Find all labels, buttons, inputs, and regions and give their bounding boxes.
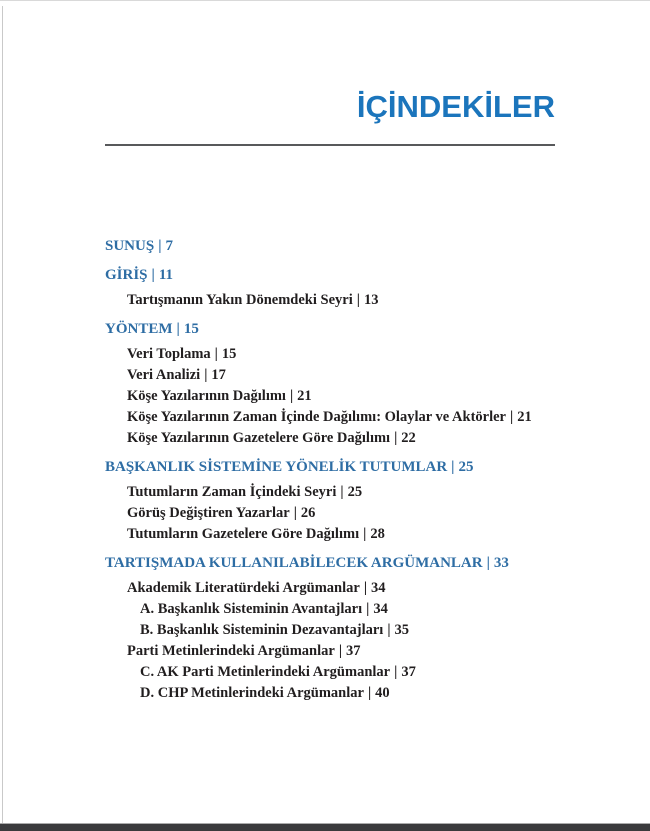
toc-entry[interactable]: [105, 662, 575, 683]
toc-entry-label: Köşe Yazılarının Zaman İçinde Dağılımı: Olaylar ve Aktörler: [127, 409, 506, 425]
toc-separator: |: [151, 267, 155, 283]
toc-entry-label: Parti Metinlerindeki Argümanlar: [127, 643, 335, 659]
toc-separator: |: [289, 388, 294, 404]
toc-entry[interactable]: [105, 524, 575, 545]
toc-entry[interactable]: [105, 407, 575, 428]
table-of-contents: [105, 236, 575, 704]
toc-entry-label: D. CHP Metinlerindeki Argümanlar: [140, 685, 364, 701]
toc-page-number: 11: [158, 267, 174, 283]
toc-entry-label: Tutumların Zaman İçindeki Seyri: [127, 484, 337, 500]
page-bottom-edge: [0, 823, 650, 831]
toc-separator: |: [293, 505, 297, 521]
toc-entry[interactable]: [105, 482, 575, 503]
toc-separator: |: [510, 409, 514, 425]
toc-entry[interactable]: [105, 683, 575, 704]
toc-page-number: 17: [211, 367, 226, 383]
toc-entry[interactable]: [105, 365, 575, 386]
toc-separator: |: [387, 622, 391, 638]
toc-page-number: 25: [458, 459, 474, 475]
toc-separator: |: [394, 664, 398, 680]
toc-page-number: 15: [183, 321, 199, 337]
toc-separator: |: [363, 526, 367, 542]
toc-section-sunus[interactable]: [105, 236, 575, 257]
toc-separator: |: [367, 685, 372, 701]
toc-separator: |: [158, 238, 162, 254]
toc-entry-label: Tartışmanın Yakın Dönemdeki Seyri: [127, 292, 353, 308]
toc-separator: |: [394, 430, 398, 446]
title-rule: [105, 144, 555, 146]
toc-entry[interactable]: [105, 290, 575, 311]
toc-entry-label: Akademik Literatürdeki Argümanlar: [127, 580, 360, 596]
toc-entry-label: Görüş Değiştiren Yazarlar: [127, 505, 290, 521]
toc-entry-label: Tutumların Gazetelere Göre Dağılımı: [127, 526, 360, 542]
toc-page-number: 15: [221, 346, 237, 362]
toc-entry[interactable]: [105, 620, 575, 641]
page-top-edge: [0, 0, 650, 1]
toc-entry[interactable]: [105, 428, 575, 449]
toc-page-number: 37: [346, 643, 361, 659]
toc-entry-label: Veri Analizi: [127, 367, 201, 383]
toc-section-baskanlik[interactable]: [105, 457, 575, 478]
page-title: İÇİNDEKİLER: [356, 89, 555, 124]
toc-page-number: 25: [347, 484, 363, 500]
toc-section-yontem[interactable]: [105, 319, 575, 340]
toc-entry-label: Veri Toplama: [127, 346, 211, 362]
toc-page-number: 40: [375, 685, 390, 701]
toc-page-number: 7: [165, 238, 173, 254]
page-left-edge: [2, 6, 3, 823]
toc-page-number: 21: [517, 409, 532, 425]
toc-section-label: TARTIŞMADA KULLANILABİLECEK ARGÜMANLAR: [105, 555, 483, 571]
toc-entry[interactable]: [105, 641, 575, 662]
toc-separator: |: [363, 580, 368, 596]
toc-section-label: YÖNTEM: [105, 321, 173, 337]
toc-entry-label: A. Başkanlık Sisteminin Avantajları: [140, 601, 363, 617]
toc-page-number: 13: [363, 292, 379, 308]
toc-separator: |: [356, 292, 360, 308]
toc-entry[interactable]: [105, 344, 575, 365]
toc-entry-label: Köşe Yazılarının Gazetelere Göre Dağılımı: [127, 430, 391, 446]
toc-entry[interactable]: [105, 386, 575, 407]
toc-entry-label: B. Başkanlık Sisteminin Dezavantajları: [140, 622, 384, 638]
toc-section-label: GİRİŞ: [105, 267, 148, 283]
toc-separator: |: [486, 555, 490, 571]
toc-separator: |: [214, 346, 218, 362]
toc-section-label: SUNUŞ: [105, 238, 155, 254]
toc-page-number: 34: [373, 601, 388, 617]
toc-separator: |: [366, 601, 370, 617]
toc-entry-label: Köşe Yazılarının Dağılımı: [127, 388, 286, 404]
toc-section-tartismada[interactable]: [105, 553, 575, 574]
toc-entry[interactable]: [105, 503, 575, 524]
toc-entry[interactable]: [105, 578, 575, 599]
toc-entry[interactable]: [105, 599, 575, 620]
toc-page-number: 35: [394, 622, 410, 638]
toc-separator: |: [338, 643, 343, 659]
toc-entry-label: C. AK Parti Metinlerindeki Argümanlar: [140, 664, 391, 680]
toc-separator: |: [451, 459, 455, 475]
toc-page-number: 28: [370, 526, 385, 542]
toc-page-number: 21: [297, 388, 312, 404]
toc-section-label: BAŞKANLIK SİSTEMİNE YÖNELİK TUTUMLAR: [105, 459, 448, 475]
toc-page-number: 26: [300, 505, 316, 521]
toc-separator: |: [340, 484, 344, 500]
toc-section-giris[interactable]: [105, 265, 575, 286]
toc-page-number: 33: [493, 555, 509, 571]
toc-separator: |: [176, 321, 180, 337]
toc-separator: |: [204, 367, 208, 383]
toc-page-number: 34: [371, 580, 386, 596]
toc-page-number: 22: [401, 430, 416, 446]
toc-page-number: 37: [401, 664, 416, 680]
